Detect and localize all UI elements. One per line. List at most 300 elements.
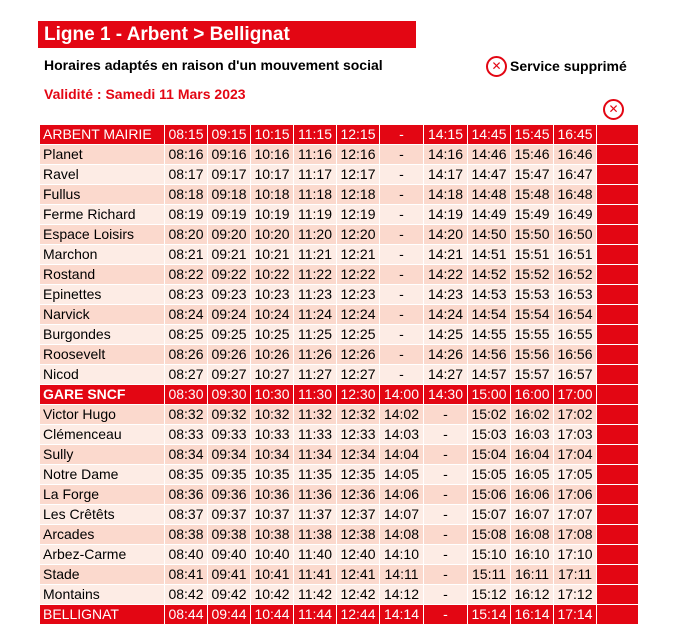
departure-time: 08:24 [165,305,208,325]
departure-time: 14:12 [380,585,424,605]
departure-time: 14:26 [424,345,468,365]
departure-time: 16:48 [554,185,597,205]
departure-time: 14:30 [424,385,468,405]
departure-time: 15:45 [511,125,554,145]
timetable [40,125,639,625]
departure-time: - [380,145,424,165]
departure-time: 10:25 [251,325,294,345]
suppressed-service-cell [597,405,639,425]
suppressed-service-cell [597,425,639,445]
departure-time: 12:27 [337,365,380,385]
departure-time: 09:26 [208,345,251,365]
departure-time: 10:41 [251,565,294,585]
departure-time: 10:26 [251,345,294,365]
suppressed-service-cell [597,305,639,325]
departure-time: 12:35 [337,465,380,485]
departure-time: 10:18 [251,185,294,205]
departure-time: - [380,305,424,325]
timetable-row [40,365,639,385]
departure-time: 17:12 [554,585,597,605]
departure-time: 11:20 [294,225,337,245]
departure-time: 11:23 [294,285,337,305]
departure-time: 12:24 [337,305,380,325]
departure-time: 16:52 [554,265,597,285]
departure-time: 14:20 [424,225,468,245]
stop-name: Notre Dame [40,465,165,485]
timetable-row [40,285,639,305]
departure-time: 14:00 [380,385,424,405]
departure-time: 12:33 [337,425,380,445]
departure-time: 10:15 [251,125,294,145]
stop-name: Burgondes [40,325,165,345]
stop-name: Nicod [40,365,165,385]
stop-name: La Forge [40,485,165,505]
departure-time: 12:18 [337,185,380,205]
departure-time: 15:51 [511,245,554,265]
departure-time: - [380,265,424,285]
departure-time: 16:53 [554,285,597,305]
departure-time: 08:41 [165,565,208,585]
suppressed-service-cell [597,585,639,605]
departure-time: 15:50 [511,225,554,245]
departure-time: 09:38 [208,525,251,545]
departure-time: 11:25 [294,325,337,345]
departure-time: 08:16 [165,145,208,165]
departure-time: 16:10 [511,545,554,565]
timetable-row [40,565,639,585]
timetable-row [40,605,639,625]
departure-time: 14:47 [468,165,511,185]
suppressed-service-cell [597,185,639,205]
departure-time: 12:44 [337,605,380,625]
departure-time: 15:11 [468,565,511,585]
departure-time: 16:11 [511,565,554,585]
departure-time: 09:35 [208,465,251,485]
departure-time: 09:21 [208,245,251,265]
departure-time: 09:36 [208,485,251,505]
departure-time: 08:18 [165,185,208,205]
departure-time: 12:42 [337,585,380,605]
departure-time: 17:14 [554,605,597,625]
departure-time: 14:27 [424,365,468,385]
departure-time: 11:30 [294,385,337,405]
departure-time: 14:49 [468,205,511,225]
timetable-row [40,425,639,445]
departure-time: 17:05 [554,465,597,485]
departure-time: 15:55 [511,325,554,345]
departure-time: 09:18 [208,185,251,205]
timetable-row [40,585,639,605]
suppressed-service-cell [597,245,639,265]
departure-time: 16:55 [554,325,597,345]
departure-time: 14:17 [424,165,468,185]
departure-time: 15:46 [511,145,554,165]
departure-time: 14:50 [468,225,511,245]
departure-time: 08:17 [165,165,208,185]
departure-time: 16:12 [511,585,554,605]
timetable-row [40,385,639,405]
departure-time: 11:17 [294,165,337,185]
departure-time: 14:03 [380,425,424,445]
departure-time: 15:12 [468,585,511,605]
departure-time: 08:38 [165,525,208,545]
departure-time: 15:57 [511,365,554,385]
departure-time: 14:56 [468,345,511,365]
suppressed-service-cell [597,505,639,525]
timetable-row [40,225,639,245]
departure-time: 14:23 [424,285,468,305]
departure-time: 17:10 [554,545,597,565]
departure-time: 11:41 [294,565,337,585]
departure-time: 10:44 [251,605,294,625]
timetable-row [40,305,639,325]
departure-time: 14:48 [468,185,511,205]
departure-time: 12:25 [337,325,380,345]
departure-time: 11:15 [294,125,337,145]
stop-name: GARE SNCF [40,385,165,405]
departure-time: 08:15 [165,125,208,145]
departure-time: 10:22 [251,265,294,285]
departure-time: 08:32 [165,405,208,425]
departure-time: - [424,445,468,465]
suppressed-service-cell [597,525,639,545]
stop-name: Fullus [40,185,165,205]
departure-time: 09:34 [208,445,251,465]
departure-time: 14:18 [424,185,468,205]
departure-time: 12:20 [337,225,380,245]
stop-name: Rostand [40,265,165,285]
departure-time: 08:37 [165,505,208,525]
departure-time: 14:05 [380,465,424,485]
departure-time: 12:23 [337,285,380,305]
departure-time: 08:35 [165,465,208,485]
departure-time: 15:03 [468,425,511,445]
departure-time: 14:55 [468,325,511,345]
suppressed-service-cell [597,225,639,245]
departure-time: 10:23 [251,285,294,305]
departure-time: - [380,365,424,385]
departure-time: 09:32 [208,405,251,425]
departure-time: 17:04 [554,445,597,465]
departure-time: 14:02 [380,405,424,425]
departure-time: 12:34 [337,445,380,465]
departure-time: 10:19 [251,205,294,225]
departure-time: 16:47 [554,165,597,185]
stop-name: BELLIGNAT [40,605,165,625]
departure-time: 15:52 [511,265,554,285]
stop-name: Ravel [40,165,165,185]
departure-time: 16:07 [511,505,554,525]
stop-name: Arcades [40,525,165,545]
departure-time: 09:17 [208,165,251,185]
departure-time: 12:30 [337,385,380,405]
timetable-row [40,185,639,205]
departure-time: 14:25 [424,325,468,345]
suppressed-service-cell [597,125,639,145]
departure-time: 11:40 [294,545,337,565]
suppressed-service-cell [597,205,639,225]
departure-time: 15:49 [511,205,554,225]
departure-time: 08:22 [165,265,208,285]
departure-time: 10:21 [251,245,294,265]
departure-time: 14:08 [380,525,424,545]
departure-time: - [380,125,424,145]
suppressed-service-cell [597,465,639,485]
departure-time: 09:24 [208,305,251,325]
departure-time: 11:16 [294,145,337,165]
departure-time: 10:42 [251,585,294,605]
departure-time: 12:40 [337,545,380,565]
departure-time: 08:19 [165,205,208,225]
departure-time: 14:45 [468,125,511,145]
departure-time: 09:19 [208,205,251,225]
departure-time: 15:54 [511,305,554,325]
departure-time: 12:37 [337,505,380,525]
departure-time: 11:21 [294,245,337,265]
suppressed-service-cell [597,325,639,345]
departure-time: 14:06 [380,485,424,505]
departure-time: 10:17 [251,165,294,185]
departure-time: 16:56 [554,345,597,365]
suppressed-service-cell [597,385,639,405]
timetable-row [40,505,639,525]
departure-time: - [424,405,468,425]
timetable-row [40,405,639,425]
departure-time: 08:30 [165,385,208,405]
departure-time: 08:20 [165,225,208,245]
departure-time: 15:56 [511,345,554,365]
departure-time: 11:36 [294,485,337,505]
departure-time: 14:46 [468,145,511,165]
stop-name: Marchon [40,245,165,265]
departure-time: 08:21 [165,245,208,265]
departure-time: - [424,525,468,545]
timetable-row [40,205,639,225]
departure-time: 15:14 [468,605,511,625]
departure-time: 14:24 [424,305,468,325]
departure-time: 09:25 [208,325,251,345]
stop-name: ARBENT MAIRIE [40,125,165,145]
timetable-row [40,445,639,465]
departure-time: 08:25 [165,325,208,345]
departure-time: 10:16 [251,145,294,165]
departure-time: 12:41 [337,565,380,585]
departure-time: 14:11 [380,565,424,585]
departure-time: 12:21 [337,245,380,265]
departure-time: 09:40 [208,545,251,565]
stop-name: Sully [40,445,165,465]
departure-time: 11:22 [294,265,337,285]
departure-time: - [380,345,424,365]
departure-time: 12:22 [337,265,380,285]
departure-time: 14:53 [468,285,511,305]
departure-time: 16:50 [554,225,597,245]
departure-time: 11:38 [294,525,337,545]
departure-time: 15:53 [511,285,554,305]
timetable-row [40,525,639,545]
disruption-notice: Horaires adaptés en raison d'un mouvement social [44,57,383,73]
departure-time: 15:06 [468,485,511,505]
departure-time: 16:14 [511,605,554,625]
departure-time: 16:08 [511,525,554,545]
departure-time: 14:07 [380,505,424,525]
departure-time: 16:05 [511,465,554,485]
departure-time: - [380,205,424,225]
stop-name: Planet [40,145,165,165]
departure-time: - [380,185,424,205]
departure-time: 16:06 [511,485,554,505]
departure-time: 12:38 [337,525,380,545]
departure-time: 14:51 [468,245,511,265]
departure-time: - [380,325,424,345]
departure-time: 12:19 [337,205,380,225]
departure-time: 09:22 [208,265,251,285]
departure-time: 15:00 [468,385,511,405]
departure-time: 14:57 [468,365,511,385]
departure-time: 10:20 [251,225,294,245]
suppressed-service-cell [597,485,639,505]
suppressed-service-cell [597,445,639,465]
departure-time: 11:34 [294,445,337,465]
departure-time: 10:35 [251,465,294,485]
departure-time: 09:20 [208,225,251,245]
departure-time: 11:26 [294,345,337,365]
departure-time: 10:37 [251,505,294,525]
timetable-row [40,265,639,285]
departure-time: 14:14 [380,605,424,625]
departure-time: - [380,245,424,265]
departure-time: 09:23 [208,285,251,305]
departure-time: 12:26 [337,345,380,365]
suppressed-service-cell [597,285,639,305]
departure-time: 12:15 [337,125,380,145]
departure-time: 17:08 [554,525,597,545]
departure-time: - [424,585,468,605]
departure-time: 11:19 [294,205,337,225]
departure-time: - [424,485,468,505]
timetable-row [40,545,639,565]
departure-time: 14:16 [424,145,468,165]
departure-time: 12:16 [337,145,380,165]
departure-time: - [380,225,424,245]
departure-time: 15:10 [468,545,511,565]
departure-time: 11:24 [294,305,337,325]
departure-time: 08:26 [165,345,208,365]
stop-name: Stade [40,565,165,585]
departure-time: 16:51 [554,245,597,265]
departure-time: 10:36 [251,485,294,505]
suppressed-service-cell [597,365,639,385]
departure-time: 11:32 [294,405,337,425]
stop-name: Arbez-Carme [40,545,165,565]
departure-time: 08:34 [165,445,208,465]
suppressed-column-icon: ✕ [603,99,624,120]
legend [486,55,627,77]
stop-name: Montains [40,585,165,605]
departure-time: 09:42 [208,585,251,605]
timetable-row [40,345,639,365]
departure-time: - [424,465,468,485]
suppressed-service-cell [597,345,639,365]
departure-time: 11:35 [294,465,337,485]
departure-time: 08:27 [165,365,208,385]
stop-name: Narvick [40,305,165,325]
departure-time: 10:34 [251,445,294,465]
departure-time: 16:54 [554,305,597,325]
validity-date: Validité : Samedi 11 Mars 2023 [44,86,246,102]
departure-time: 15:07 [468,505,511,525]
departure-time: 14:52 [468,265,511,285]
departure-time: 11:27 [294,365,337,385]
departure-time: 17:07 [554,505,597,525]
timetable-row [40,485,639,505]
departure-time: 14:21 [424,245,468,265]
departure-time: 09:41 [208,565,251,585]
suppressed-service-cell [597,545,639,565]
departure-time: 08:42 [165,585,208,605]
timetable-row [40,145,639,165]
departure-time: 09:15 [208,125,251,145]
suppressed-service-cell [597,605,639,625]
departure-time: - [424,565,468,585]
departure-time: 16:03 [511,425,554,445]
timetable-row [40,325,639,345]
departure-time: - [424,505,468,525]
departure-time: 16:04 [511,445,554,465]
departure-time: - [424,605,468,625]
departure-time: 09:30 [208,385,251,405]
departure-time: 10:40 [251,545,294,565]
timetable-row [40,165,639,185]
departure-time: 16:46 [554,145,597,165]
departure-time: 09:37 [208,505,251,525]
departure-time: 15:02 [468,405,511,425]
departure-time: 11:18 [294,185,337,205]
departure-time: 17:11 [554,565,597,585]
departure-time: 16:49 [554,205,597,225]
departure-time: 17:02 [554,405,597,425]
departure-time: 16:00 [511,385,554,405]
stop-name: Les Crêtêts [40,505,165,525]
departure-time: 09:27 [208,365,251,385]
departure-time: 16:45 [554,125,597,145]
departure-time: 14:54 [468,305,511,325]
departure-time: 17:00 [554,385,597,405]
departure-time: 08:40 [165,545,208,565]
departure-time: 10:33 [251,425,294,445]
departure-time: 16:02 [511,405,554,425]
departure-time: 14:22 [424,265,468,285]
stop-name: Espace Loisirs [40,225,165,245]
departure-time: 17:06 [554,485,597,505]
departure-time: 10:24 [251,305,294,325]
departure-time: 10:30 [251,385,294,405]
departure-time: 15:05 [468,465,511,485]
departure-time: 08:44 [165,605,208,625]
departure-time: 15:47 [511,165,554,185]
departure-time: 10:38 [251,525,294,545]
timetable-row [40,465,639,485]
departure-time: 09:44 [208,605,251,625]
departure-time: - [424,545,468,565]
suppressed-service-cell [597,565,639,585]
departure-time: - [424,425,468,445]
departure-time: 11:42 [294,585,337,605]
departure-time: 09:16 [208,145,251,165]
departure-time: - [380,165,424,185]
departure-time: 17:03 [554,425,597,445]
departure-time: 09:33 [208,425,251,445]
